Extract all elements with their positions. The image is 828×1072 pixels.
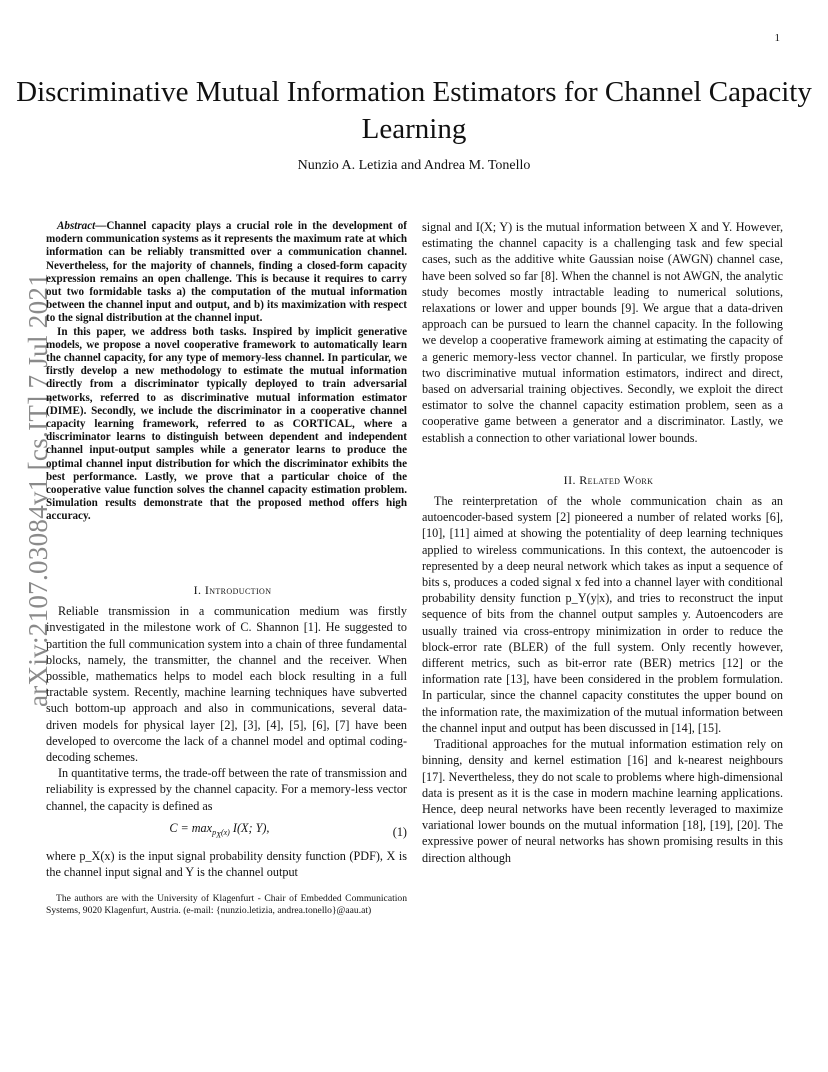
section-title-2: Related Work [579, 472, 654, 487]
equation-sub: p [212, 828, 217, 838]
right-column [422, 219, 783, 866]
section-number: I. [193, 583, 202, 597]
related-paragraph-2: Traditional approaches for the mutual information estimation rely on binning, density and kernel estimation [16] and k-nearest neighbours [17]. Nevertheless, they do not scale to problems where high-dimensional data is present as it is the case in modern machine learning applications. Hence, deep neural networks have been recently leveraged to maximize variational lower bounds on the mutual information [18], [19], [20]. The expressive power of neural networks has shown promising results in this direction although [422, 737, 783, 865]
equation-sub-arg: (x) [220, 828, 230, 838]
equation-sub-index: X [216, 830, 221, 840]
footnote [46, 893, 407, 917]
intro-paragraph-2: In quantitative terms, the trade-off between the rate of transmission and reliability is expressed by the channel capacity. For a memory-less vector channel, the capacity is defined as [46, 766, 407, 813]
abstract-text-1: —Channel capacity plays a crucial role in the development of modern communication systems as it represents the maximum rate at which information can be reliably transmitted over a communication channel. Nevertheless, for the majority of channels, finding a closed-form capacity expression remains an open challenge. This is because it requires to carry out two formidable tasks a) the computation of the mutual information between the channel input and output, and b) its maximization with respect to the signal distribution at the channel input. [46, 220, 407, 325]
intro-paragraph-3: where p_X(x) is the input signal probability density function (PDF), X is the channel input signal and Y is the channel output [46, 849, 407, 880]
footnote-text: The authors are with the University of Klagenfurt - Chair of Embedded Communication Systems, 9020 Klagenfurt, Austria. (e-mail: {nunzio.letizia, andrea.tonello}@aau.at) [46, 893, 407, 916]
page-number: 1 [774, 32, 780, 44]
equation-1 [46, 820, 407, 844]
paper-title: Discriminative Mutual Information Estimators for Channel Capacity Learning [16, 76, 812, 145]
intro-paragraph-1: Reliable transmission in a communication medium was firstly investigated in the milestone work of C. Shannon [1]. He suggested to partition the full communication system into a chain of three fundamental blocks, namely, the transmitter, the channel and the receiver. When possible, mathematics helps to model each block resulting in a full tractable system. Recently, machine learning techniques have subverted such bottom-up approach and also in communications, several data-driven models for physical layer [2], [3], [4], [5], [6], [7] have been developed to overcome the lack of a channel model and optimal coding-decoding schemes. [46, 604, 407, 765]
introduction-section [46, 582, 407, 880]
equation-number: (1) [392, 824, 407, 839]
equation-lhs: C = max [169, 820, 213, 835]
equation-rhs: I(X; Y), [232, 820, 270, 835]
right-paragraph-1: signal and I(X; Y) is the mutual information between X and Y. However, estimating the channel capacity is a challenging task and few special cases, such as the additive white Gaussian noise (AWGN) channel case, have been solved so far [8]. When the channel is not AWGN, the analytic study becomes mostly intractable leading to numerical solutions, relaxations or lower and upper bounds [9]. We argue that a data-driven approach can be pursued to learn the channel capacity. In the following we develop a cooperative framework aiming at estimating the capacity of a generic memory-less vector channel. In particular, we firstly propose two discriminative mutual information estimators, indirect and direct, based on adversarial training objectives. Secondly, we exploit the direct estimator to solve the channel capacity estimation problem, seen as a cooperative game between a generator and a discriminator. Lastly, we establish a connection to other variational lower bounds. [422, 220, 783, 445]
authors: Nunzio A. Letizia and Andrea M. Tonello [297, 158, 531, 173]
abstract-paragraph-2: In this paper, we address both tasks. Inspired by implicit generative models, we propose a novel cooperative framework to automatically learn the channel capacity, for any type of memory-less channel. In particular, we firstly develop a new methodology to estimate the mutual information directly from a discriminator typically deployed to train adversarial networks, referred to as discriminative mutual information estimator (DIME). Secondly, we include the discriminator in a cooperative channel capacity learning framework, referred to as CORTICAL, where a discriminator learns to distinguish between dependent and independent channel input-output samples while a generator learns to produce the optimal channel input distribution for which the discriminator exhibits the best performance. Lastly, we prove that a particular choice of the cooperative value function solves the channel capacity estimation problem. Simulation results demonstrate that the proposed method offers high accuracy. [46, 325, 407, 523]
section-number-2: II. [563, 472, 576, 487]
equation-capacity [46, 820, 393, 844]
section-heading-related-work [422, 472, 783, 488]
abstract-label: Abstract [57, 220, 96, 232]
related-paragraph-1: The reinterpretation of the whole communication chain as an autoencoder-based system [2] pioneered a number of related works [6], [10], [11] aimed at showing the potentiality of deep learning techniques applied to wireless communications. In this context, the autoencoder is represented by a deep neural network which takes as input a sequence of bits s, produces a coded signal x fed into a channel layer with conditional probability density function p_Y(y|x), and tries to reconstruct the input sequence of bits from the channel output samples y. Autoencoders are usually trained via cross-entropy minimization in order to reduce the block-error rate (BLER) of the full system. Only recently however, different metrics, such as bit-error rate (BER) metrics [12] or the information rate [13], have been considered in the problem formulation. In particular, since the channel capacity constitutes the upper bound on the information rate, the maximization of the mutual information between the channel input and output has been discussed in [14], [15]. [422, 494, 783, 735]
abstract [46, 220, 407, 524]
abstract-paragraph-1 [46, 220, 407, 326]
arxiv-side-label: arXiv:2107.03084v1 [cs.IT] 7 Jul 2021 [23, 272, 53, 708]
section-heading-introduction [46, 582, 407, 598]
section-title: Introduction [204, 583, 272, 597]
